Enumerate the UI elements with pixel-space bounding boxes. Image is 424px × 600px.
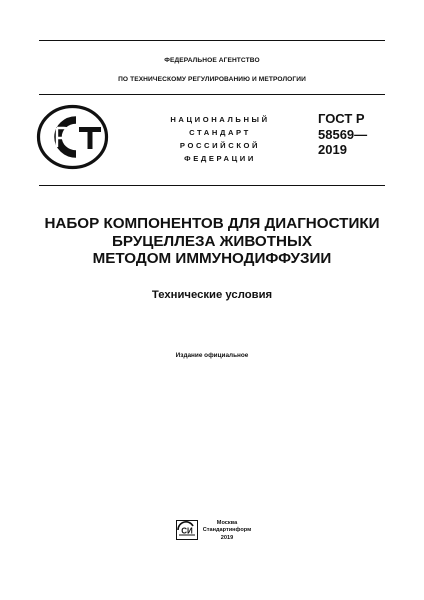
- top-divider: [39, 40, 385, 41]
- standartinform-logo-icon: [176, 520, 198, 540]
- agency-name-line-1: ФЕДЕРАЛЬНОЕ АГЕНТСТВО: [164, 57, 260, 64]
- publisher-logo-text: СИ: [181, 526, 193, 536]
- standard-code-line: 58569—: [318, 126, 368, 142]
- header-divider: [39, 94, 385, 95]
- edition-note: Издание официальное: [175, 352, 249, 359]
- publisher-city: Москва: [216, 520, 238, 526]
- publisher-name: Стандартинформ: [202, 527, 252, 534]
- standard-code-line: ГОСТ Р: [318, 111, 365, 126]
- agency-name-line-2: ПО ТЕХНИЧЕСКОМУ РЕГУЛИРОВАНИЮ И МЕТРОЛОГИИ: [118, 76, 306, 83]
- standard-type-line: РОССИЙСКОЙ: [179, 141, 261, 150]
- standard-code-line: 2019: [318, 142, 347, 157]
- standard-type-line: ФЕДЕРАЦИИ: [184, 154, 256, 163]
- title-line: МЕТОДОМ ИММУНОДИФФУЗИИ: [92, 250, 332, 267]
- standard-code: [318, 111, 367, 158]
- standard-type-line: СТАНДАРТ: [189, 128, 251, 137]
- title-divider: [39, 185, 385, 186]
- standard-type: [160, 113, 280, 165]
- title-line: БРУЦЕЛЛЕЗА ЖИВОТНЫХ: [112, 232, 312, 250]
- publisher-year: 2019: [220, 534, 234, 541]
- gost-r-certification-mark-icon: [36, 104, 109, 170]
- title-line: НАБОР КОМПОНЕНТОВ ДЛЯ ДИАГНОСТИКИ: [44, 215, 380, 232]
- standard-type-line: НАЦИОНАЛЬНЫЙ: [170, 115, 270, 124]
- document-subtitle: Технические условия: [151, 289, 273, 301]
- publisher-imprint: [197, 520, 257, 542]
- document-title: [20, 215, 404, 268]
